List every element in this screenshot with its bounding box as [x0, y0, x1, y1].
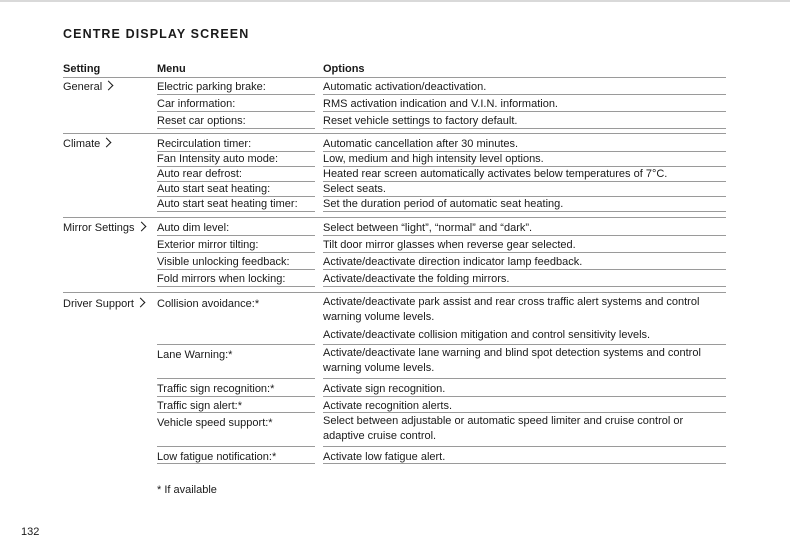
row-divider: [323, 128, 726, 129]
group-divider: [63, 217, 726, 218]
option-text: Select between adjustable or automatic speed limiter and cruise control or adaptive cruise control.: [323, 415, 684, 442]
menu-item: Auto dim level:: [157, 222, 230, 234]
menu-item: Low fatigue notification:*: [157, 451, 277, 463]
row-divider: [157, 344, 315, 345]
group-divider: [63, 133, 726, 134]
row-divider: [323, 396, 726, 397]
setting-climate-label: Climate: [63, 138, 101, 150]
option-text: Activate low fatigue alert.: [323, 451, 446, 463]
row-divider: [323, 252, 726, 253]
row-divider: [157, 235, 315, 236]
setting-general-label: General: [63, 81, 103, 93]
row-divider: [323, 446, 726, 447]
row-divider: [323, 344, 726, 345]
option-text: Select seats.: [323, 183, 386, 195]
option-text: Tilt door mirror glasses when reverse gear selected.: [323, 239, 576, 251]
setting-driver-support-label: Driver Support: [63, 298, 134, 310]
page-number: 132: [21, 526, 40, 538]
row-divider: [323, 269, 726, 270]
menu-item: Traffic sign recognition:*: [157, 383, 275, 395]
setting-general: [63, 80, 112, 94]
row-divider: [157, 378, 315, 379]
column-header-options: Options: [323, 63, 365, 75]
menu-item: Fan Intensity auto mode:: [157, 153, 279, 165]
option-text: Low, medium and high intensity level options.: [323, 153, 544, 165]
option-text: Automatic activation/deactivation.: [323, 81, 487, 93]
row-divider: [323, 235, 726, 236]
row-divider: [157, 94, 315, 95]
menu-item: Collision avoidance:*: [157, 298, 260, 310]
chevron-right-icon: [102, 138, 112, 148]
row-divider: [323, 378, 726, 379]
row-divider: [157, 252, 315, 253]
column-header-setting: Setting: [63, 63, 101, 75]
chevron-right-icon: [135, 298, 145, 308]
row-divider: [323, 94, 726, 95]
row-divider: [157, 211, 315, 212]
row-divider: [323, 111, 726, 112]
option-text: Set the duration period of automatic seat heating.: [323, 198, 564, 210]
header-divider: [63, 77, 726, 78]
menu-item: Auto start seat heating timer:: [157, 198, 298, 210]
row-divider: [323, 211, 726, 212]
row-divider: [157, 463, 315, 464]
chevron-right-icon: [136, 222, 146, 232]
option-text: Activate/deactivate park assist and rear cross traffic alert systems and control warning volume levels.: [323, 296, 700, 323]
menu-item: Reset car options:: [157, 115, 246, 127]
menu-item: Electric parking brake:: [157, 81, 266, 93]
menu-item: Auto rear defrost:: [157, 168, 242, 180]
option-text: Heated rear screen automatically activates below temperatures of 7°C.: [323, 168, 668, 180]
top-border: [0, 0, 790, 2]
setting-driver-support: [63, 297, 144, 311]
column-header-menu: Menu: [157, 63, 186, 75]
option-text: RMS activation indication and V.I.N. information.: [323, 98, 558, 110]
option-text: Activate recognition alerts.: [323, 400, 453, 412]
setting-climate: [63, 137, 110, 151]
menu-item: Traffic sign alert:*: [157, 400, 242, 412]
menu-item: Exterior mirror tilting:: [157, 239, 259, 251]
option-text: Activate sign recognition.: [323, 383, 446, 395]
row-divider: [323, 463, 726, 464]
group-divider: [63, 292, 726, 293]
option-text: Select between “light”, “normal” and “dark”.: [323, 222, 533, 234]
row-divider: [157, 446, 315, 447]
menu-item: Vehicle speed support:*: [157, 417, 273, 429]
row-divider: [157, 412, 315, 413]
row-divider: [157, 128, 315, 129]
option-text: Reset vehicle settings to factory default.: [323, 115, 518, 127]
row-divider: [323, 286, 726, 287]
chevron-right-icon: [104, 81, 114, 91]
menu-item: Auto start seat heating:: [157, 183, 271, 195]
footnote: * If available: [157, 484, 217, 496]
menu-item: Visible unlocking feedback:: [157, 256, 290, 268]
menu-item: Car information:: [157, 98, 236, 110]
option-text: Activate/deactivate collision mitigation and control sensitivity levels.: [323, 329, 651, 341]
option-text: Activate/deactivate lane warning and blind spot detection systems and control warning volume levels.: [323, 347, 701, 374]
menu-item: Lane Warning:*: [157, 349, 233, 361]
menu-item: Fold mirrors when locking:: [157, 273, 286, 285]
option-text: Activate/deactivate the folding mirrors.: [323, 273, 510, 285]
setting-mirror-settings: [63, 221, 145, 235]
row-divider: [157, 286, 315, 287]
option-text: Activate/deactivate direction indicator lamp feedback.: [323, 256, 583, 268]
option-text: Automatic cancellation after 30 minutes.: [323, 138, 519, 150]
page-title: CENTRE DISPLAY SCREEN: [63, 27, 250, 41]
row-divider: [157, 396, 315, 397]
row-divider: [157, 269, 315, 270]
setting-mirror-settings-label: Mirror Settings: [63, 222, 135, 234]
row-divider: [157, 111, 315, 112]
row-divider: [323, 412, 726, 413]
menu-item: Recirculation timer:: [157, 138, 252, 150]
